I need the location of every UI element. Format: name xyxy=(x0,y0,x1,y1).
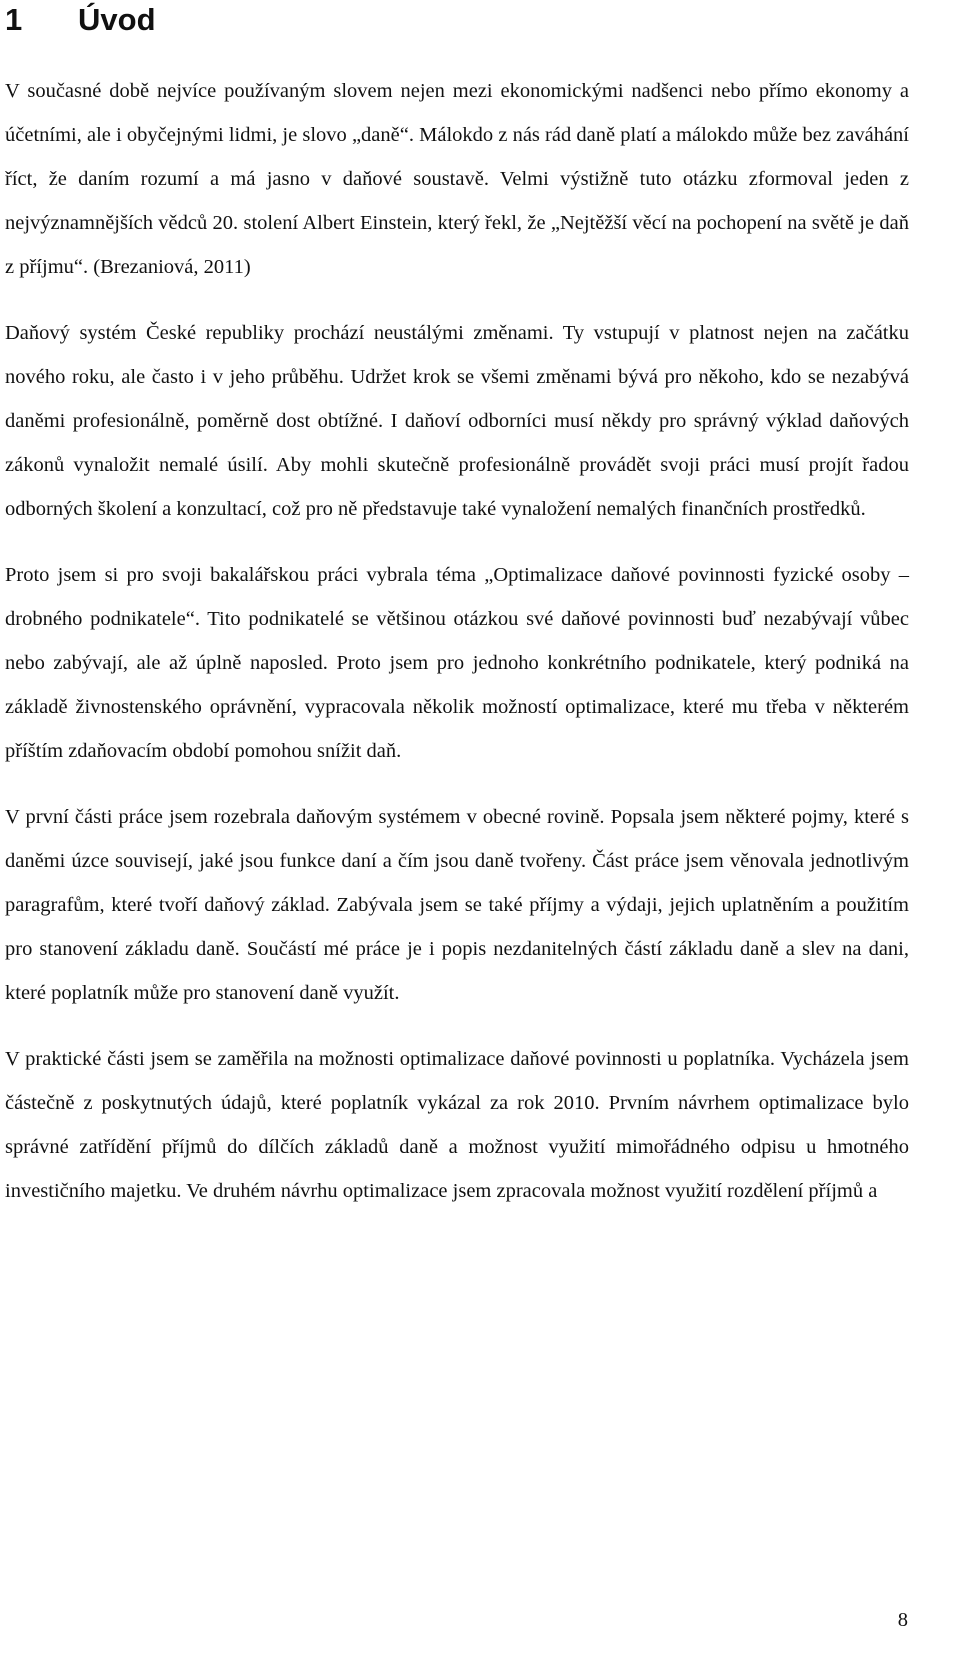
page-number: 8 xyxy=(897,1609,908,1631)
paragraph-intro: V současné době nejvíce používaným slovem nejen mezi ekonomickými nadšenci nebo přímo ekonomy a účetními, ale i obyčejnými lidmi, je slovo „daně“. Málokdo z nás rád daně platí a málokdo může bez zaváhání říct, že daním rozumí a má jasno v daňové soustavě. Velmi výstižně tuto otázku zformoval jeden z nejvýznamnějších vědců 20. stolení Albert Einstein, který řekl, že „Nejtěžší věcí na pochopení na světě je daň z příjmu“. (Brezaniová, 2011) xyxy=(5,80,909,278)
paragraph-topic: Proto jsem si pro svoji bakalářskou práci vybrala téma „Optimalizace daňové povinnosti fyzické osoby – drobného podnikatele“. Tito podnikatelé se většinou otázkou své daňové povinnosti buď nezabývají vůbec nebo zabývají, ale až úplně naposled. Proto jsem pro jednoho konkrétního podnikatele, který podniká na základě živnostenského oprávnění, vypracovala několik možností optimalizace, které mu třeba v některém příštím zdaňovacím období pomohou snížit daň. xyxy=(5,564,909,762)
paragraph-tax-system: Daňový systém České republiky prochází neustálými změnami. Ty vstupují v platnost nejen na začátku nového roku, ale často i v jeho průběhu. Udržet krok se všemi změnami bývá pro někoho, kdo se nezabývá daněmi profesionálně, poměrně dost obtížné. I daňoví odborníci musí někdy pro správný výklad daňových zákonů vynaložit nemalé úsilí. Aby mohli skutečně profesionálně provádět svoji práci musí projít řadou odborných školení a konzultací, což pro ně představuje také vynaložení nemalých finančních prostředků. xyxy=(5,322,909,520)
chapter-number: 1 xyxy=(5,2,23,37)
paragraph-practical-part: V praktické části jsem se zaměřila na možnosti optimalizace daňové povinnosti u poplatníka. Vycházela jsem částečně z poskytnutých údajů, které poplatník vykázal za rok 2010. Prvním návrhem optimalizace bylo správné zatřídění příjmů do dílčích základů daně a možnost využití mimořádného odpisu u hmotného investičního majetku. Ve druhém návrhu optimalizace jsem zpracovala možnost využití rozdělení příjmů a xyxy=(5,1048,909,1202)
paragraph-first-part: V první části práce jsem rozebrala daňovým systémem v obecné rovině. Popsala jsem některé pojmy, které s daněmi úzce souvisejí, jaké jsou funkce daní a čím jsou daně tvořeny. Část práce jsem věnovala jednotlivým paragrafům, které tvoří daňový základ. Zabývala jsem se také příjmy a výdaji, jejich uplatněním a použitím pro stanovení základu daně. Součástí mé práce je i popis nezdanitelných částí základu daně a slev na dani, které poplatník může pro stanovení daně využít. xyxy=(5,806,909,1004)
chapter-heading xyxy=(5,0,156,40)
body-text xyxy=(5,69,909,1235)
chapter-title: Úvod xyxy=(78,2,156,37)
